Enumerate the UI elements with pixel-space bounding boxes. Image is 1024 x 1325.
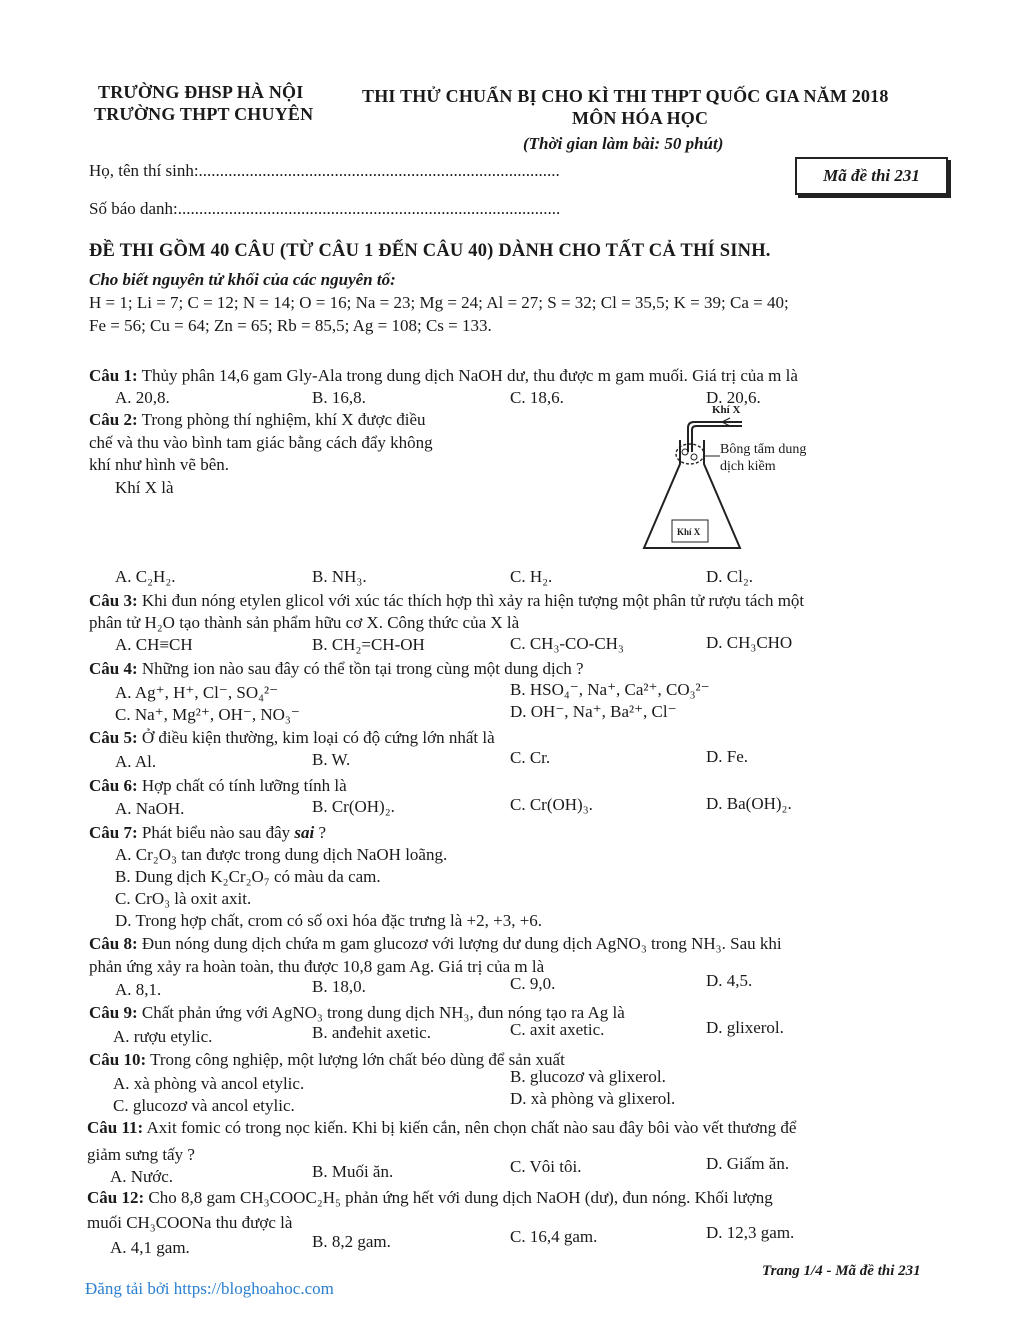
question-label: Câu 8:: [89, 934, 138, 953]
q11-option-c: C. Vôi tôi.: [510, 1157, 582, 1176]
q4-option-c: C. Na⁺, Mg²⁺, OH⁻, NO₃⁻: [115, 705, 300, 724]
q5-option-a: A. Al.: [115, 752, 157, 771]
question-label: Câu 6:: [89, 776, 138, 795]
q3-option-a: A. CH≡CH: [115, 635, 193, 654]
q12-option-b: B. 8,2 gam.: [312, 1232, 391, 1251]
q11-option-a: A. Nước.: [110, 1167, 174, 1186]
q10-option-c: C. glucozơ và ancol etylic.: [113, 1096, 295, 1115]
q8-option-d: D. 4,5.: [706, 971, 753, 990]
question-label: Câu 5:: [89, 728, 138, 747]
q10-option-b: B. glucozơ và glixerol.: [510, 1067, 666, 1086]
q4-option-a: A. Ag⁺, H⁺, Cl⁻, SO₄²⁻: [115, 683, 279, 702]
exam-code-box: [795, 157, 948, 195]
q5-option-c: C. Cr.: [510, 748, 551, 767]
question-text: Chất phản ứng với AgNO₃ trong dung dịch NH₃, đun nóng tạo ra Ag là: [141, 1003, 625, 1022]
q1-option-c: C. 18,6.: [510, 388, 564, 407]
question-7: [89, 823, 326, 843]
question-label: Câu 7:: [89, 823, 138, 842]
uploaded-by-link[interactable]: Đăng tải bởi https://bloghoahoc.com: [85, 1279, 334, 1298]
question-5: [89, 728, 495, 748]
question-label: Câu 11:: [87, 1118, 144, 1137]
q8-option-b: B. 18,0.: [312, 977, 366, 996]
q7-option-b: B. Dung dịch K₂Cr₂O₇ có màu da cam.: [115, 867, 381, 886]
q9-option-a: A. rượu etylic.: [113, 1027, 213, 1046]
figure-label-gas-top: Khí X: [712, 404, 741, 416]
q1-option-d: D. 20,6.: [706, 388, 761, 407]
question-label: Câu 12:: [87, 1188, 145, 1207]
q3-option-c: C. CH₃-CO-CH₃: [510, 634, 624, 653]
flask-diagram: [630, 402, 830, 554]
q7-option-c: C. CrO₃ là oxit axit.: [115, 889, 252, 908]
figure-label-cotton-1: Bông tẩm dung: [720, 442, 807, 457]
page-number: Trang 1/4 - Mã đề thi 231: [762, 1263, 921, 1279]
name-field: Họ, tên thí sinh:.....................................................................................: [89, 161, 560, 180]
q7-option-a: A. Cr₂O₃ tan được trong dung dịch NaOH loãng.: [115, 845, 448, 864]
q6-option-a: A. NaOH.: [115, 799, 185, 818]
q12-line-2: muối CH₃COONa thu được là: [87, 1213, 293, 1232]
question-text: Axit fomic có trong nọc kiến. Khi bị kiến cắn, nên chọn chất nào sau đây bôi vào vết thương để: [146, 1118, 797, 1137]
q5-option-b: B. W.: [312, 750, 351, 769]
question-text: Thủy phân 14,6 gam Gly-Ala trong dung dịch NaOH dư, thu được m gam muối. Giá trị của m là: [141, 366, 798, 385]
q11-option-b: B. Muối ăn.: [312, 1162, 394, 1181]
figure-label-cotton-2: dịch kiềm: [720, 459, 776, 474]
q2-line-3: khí như hình vẽ bên.: [89, 455, 230, 474]
question-1: [89, 366, 798, 386]
exam-code: Mã đề thi 231: [823, 166, 920, 185]
q2-option-d: D. Cl₂.: [706, 567, 754, 586]
question-label: Câu 4:: [89, 659, 138, 678]
question-text: Phát biểu nào sau đây: [141, 823, 291, 842]
q6-option-c: C. Cr(OH)₃.: [510, 795, 593, 814]
q3-line-2: phân tử H₂O tạo thành sản phẩm hữu cơ X. Công thức của X là: [89, 613, 520, 632]
question-label: Câu 9:: [89, 1003, 138, 1022]
figure-label-gas-bottom: Khí X: [677, 527, 701, 537]
q6-option-b: B. Cr(OH)₂.: [312, 797, 395, 816]
q4-option-b: B. HSO₄⁻, Na⁺, Ca²⁺, CO₃²⁻: [510, 680, 710, 699]
q8-line-2: phản ứng xảy ra hoàn toàn, thu được 10,8 gam Ag. Giá trị của m là: [89, 957, 545, 976]
q1-option-a: A. 20,8.: [115, 388, 170, 407]
q11-option-d: D. Giấm ăn.: [706, 1154, 790, 1173]
question-10: [89, 1050, 565, 1070]
q12-option-a: A. 4,1 gam.: [110, 1238, 190, 1257]
question-text: Trong công nghiệp, một lượng lớn chất béo dùng để sản xuất: [150, 1050, 565, 1069]
atomic-mass-line-1: H = 1; Li = 7; C = 12; N = 14; O = 16; Na = 23; Mg = 24; Al = 27; S = 32; Cl = 35,5; K = 39; Ca = 40;: [89, 293, 789, 312]
question-text: Đun nóng dung dịch chứa m gam glucozơ với lượng dư dung dịch AgNO₃ trong NH₃. Sau khi: [141, 934, 782, 953]
id-field: Số báo danh:..........................................................................................: [89, 199, 561, 218]
question-text: Khi đun nóng etylen glicol với xúc tác thích hợp thì xảy ra hiện tượng một phân tử rượu tách một: [141, 591, 805, 610]
q8-option-c: C. 9,0.: [510, 974, 556, 993]
question-text: Những ion nào sau đây có thể tồn tại trong cùng một dung dịch ?: [141, 659, 584, 678]
q1-option-b: B. 16,8.: [312, 388, 366, 407]
q4-option-d: D. OH⁻, Na⁺, Ba²⁺, Cl⁻: [510, 702, 677, 721]
q7-option-d: D. Trong hợp chất, crom có số oxi hóa đặc trưng là +2, +3, +6.: [115, 911, 543, 930]
question-11: [87, 1118, 796, 1138]
exam-title: THI THỬ CHUẨN BỊ CHO KÌ THI THPT QUỐC GIA NĂM 2018: [362, 86, 889, 106]
q11-line-2: giảm sưng tấy ?: [87, 1145, 195, 1164]
atomic-mass-line-2: Fe = 56; Cu = 64; Zn = 65; Rb = 85,5; Ag = 108; Cs = 133.: [89, 316, 492, 335]
q3-option-d: D. CH₃CHO: [706, 633, 793, 652]
school-name-2: TRƯỜNG THPT CHUYÊN: [94, 104, 314, 124]
question-label: Câu 2:: [89, 410, 138, 429]
q6-option-d: D. Ba(OH)₂.: [706, 794, 792, 813]
question-8: [89, 934, 782, 954]
q12-option-d: D. 12,3 gam.: [706, 1223, 795, 1242]
q2-line-2: chế và thu vào bình tam giác bằng cách đẩy không: [89, 433, 433, 452]
subject-title: MÔN HÓA HỌC: [572, 108, 709, 128]
q8-option-a: A. 8,1.: [115, 980, 162, 999]
question-4: [89, 659, 584, 679]
q9-option-d: D. glixerol.: [706, 1018, 784, 1037]
exam-time: (Thời gian làm bài: 50 phút): [523, 134, 724, 153]
question-text: Ở điều kiện thường, kim loại có độ cứng lớn nhất là: [141, 728, 495, 747]
question-emphasis: sai: [294, 823, 315, 842]
question-label: Câu 1:: [89, 366, 138, 385]
question-label: Câu 10:: [89, 1050, 147, 1069]
question-6: [89, 776, 347, 796]
q9-option-c: C. axit axetic.: [510, 1020, 605, 1039]
q10-option-d: D. xà phòng và glixerol.: [510, 1089, 676, 1108]
q5-option-d: D. Fe.: [706, 747, 749, 766]
question-2: [89, 410, 426, 430]
q2-line-4: Khí X là: [115, 478, 174, 497]
question-text: Trong phòng thí nghiệm, khí X được điều: [141, 410, 426, 429]
exam-instructions-title: ĐỀ THI GỒM 40 CÂU (TỪ CÂU 1 ĐẾN CÂU 40) DÀNH CHO TẤT CẢ THÍ SINH.: [89, 241, 771, 261]
atomic-mass-title: Cho biết nguyên tử khối của các nguyên tố:: [89, 270, 396, 289]
q2-option-a: A. C₂H₂.: [115, 567, 176, 586]
question-12: [87, 1188, 773, 1208]
q2-option-b: B. NH₃.: [312, 567, 367, 586]
q10-option-a: A. xà phòng và ancol etylic.: [113, 1074, 305, 1093]
question-tail: ?: [318, 823, 327, 842]
question-3: [89, 591, 804, 611]
q12-option-c: C. 16,4 gam.: [510, 1227, 598, 1246]
question-text: Hợp chất có tính lưỡng tính là: [141, 776, 347, 795]
question-label: Câu 3:: [89, 591, 138, 610]
q3-option-b: B. CH₂=CH-OH: [312, 635, 425, 654]
q9-option-b: B. anđehit axetic.: [312, 1023, 431, 1042]
q2-option-c: C. H₂.: [510, 567, 553, 586]
question-text: Cho 8,8 gam CH₃COOC₂H₅ phản ứng hết với dung dịch NaOH (dư), đun nóng. Khối lượng: [148, 1188, 773, 1207]
school-name-1: TRƯỜNG ĐHSP HÀ NỘI: [98, 82, 304, 102]
